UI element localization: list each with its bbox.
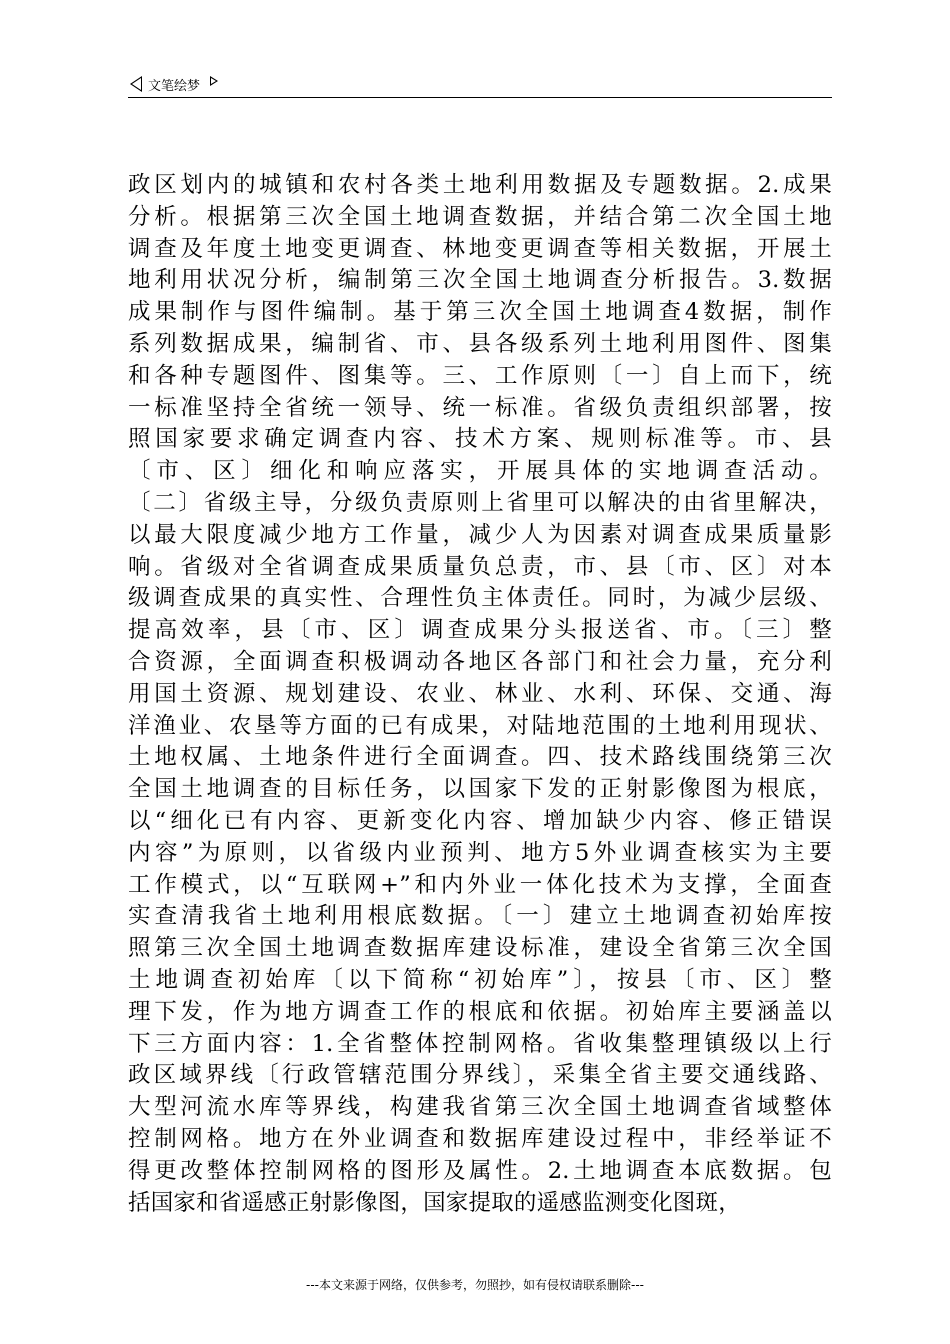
text-line: 实查清我省土地利用根底数据。〔一〕建立土地调查初始库按 xyxy=(128,903,832,930)
text-line: 照第三次全国土地调查数据库建设标准，建设全省第三次全国 xyxy=(128,935,832,962)
text-line: 土地权属、土地条件进行全面调查。四、技术路线围绕第三次 xyxy=(128,744,832,771)
text-line: 级调查成果的真实性、合理性负主体责任。同时，为减少层级、 xyxy=(128,585,832,612)
text-line: 全国土地调查的目标任务，以国家下发的正射影像图为根底， xyxy=(128,776,832,803)
text-line: 大型河流水库等界线，构建我省第三次全国土地调查省域整体 xyxy=(128,1094,832,1121)
text-line: 〔二〕省级主导，分级负责原则上省里可以解决的由省里解决， xyxy=(128,489,832,516)
text-line: 提高效率，县〔市、区〕调查成果分头报送省、市。〔三〕整 xyxy=(128,617,832,644)
text-line: 以最大限度减少地方工作量，减少人为因素对调查成果质量影 xyxy=(128,521,832,548)
text-line: 下三方面内容：1.全省整体控制网格。省收集整理镇级以上行 xyxy=(128,1030,832,1057)
text-line: 调查及年度土地变更调查、林地变更调查等相关数据，开展土 xyxy=(128,235,832,262)
text-line: 合资源，全面调查积极调动各地区各部门和社会力量，充分利 xyxy=(128,648,832,675)
text-line: 内容”为原则，以省级内业预判、地方5外业调查核实为主要 xyxy=(128,839,832,866)
page-header xyxy=(130,72,218,96)
document-body xyxy=(128,170,832,1219)
text-line: 括国家和省遥感正射影像图，国家提取的遥感监测变化图斑， xyxy=(128,1189,741,1216)
text-line: 控制网格。地方在外业调查和数据库建设过程中，非经举证不 xyxy=(128,1125,832,1152)
text-line: 政区域界线〔行政管辖范围分界线〕，采集全省主要交通线路、 xyxy=(128,1062,832,1089)
text-line: 系列数据成果，编制省、市、县各级系列土地利用图件、图集 xyxy=(128,330,832,357)
text-line: 一标准坚持全省统一领导、统一标准。省级负责组织部署，按 xyxy=(128,394,832,421)
footer-notice: ---本文来源于网络，仅供参考，勿照抄，如有侵权请联系删除--- xyxy=(306,1278,644,1292)
text-line: 得更改整体控制网格的图形及属性。2.土地调查本底数据。包 xyxy=(128,1157,832,1184)
text-line: 和各种专题图件、图集等。三、工作原则〔一〕自上而下，统 xyxy=(128,362,832,389)
text-line: 用国土资源、规划建设、农业、林业、水利、环保、交通、海 xyxy=(128,680,832,707)
text-line: 成果制作与图件编制。基于第三次全国土地调查4数据，制作 xyxy=(128,299,832,326)
text-line: 政区划内的城镇和农村各类土地利用数据及专题数据。2.成果 xyxy=(128,172,832,198)
text-line: 土地调查初始库〔以下简称“初始库”〕，按县〔市、区〕整 xyxy=(128,966,832,993)
text-line: 地利用状况分析，编制第三次全国土地调查分析报告。3.数据 xyxy=(128,267,832,294)
text-line: 响。省级对全省调查成果质量负总责，市、县〔市、区〕对本 xyxy=(128,553,832,580)
text-line: 工作模式，以“互联网+”和内外业一体化技术为支撑，全面查 xyxy=(128,871,832,898)
right-triangle-icon xyxy=(210,76,218,86)
text-line: 照国家要求确定调查内容、技术方案、规则标准等。市、县 xyxy=(128,426,832,453)
header-divider xyxy=(128,97,832,98)
text-line: 〔市、区〕细化和响应落实，开展具体的实地调查活动。 xyxy=(128,458,832,485)
text-line: 理下发，作为地方调查工作的根底和依据。初始库主要涵盖以 xyxy=(128,998,832,1025)
text-line: 洋渔业、农垦等方面的已有成果，对陆地范围的土地利用现状、 xyxy=(128,712,832,739)
left-triangle-icon xyxy=(130,76,142,92)
text-line: 以“细化已有内容、更新变化内容、增加缺少内容、修正错误 xyxy=(128,807,832,834)
header-title: 文笔绘梦 xyxy=(148,78,201,94)
text-line: 分析。根据第三次全国土地调查数据，并结合第二次全国土地 xyxy=(128,203,832,230)
